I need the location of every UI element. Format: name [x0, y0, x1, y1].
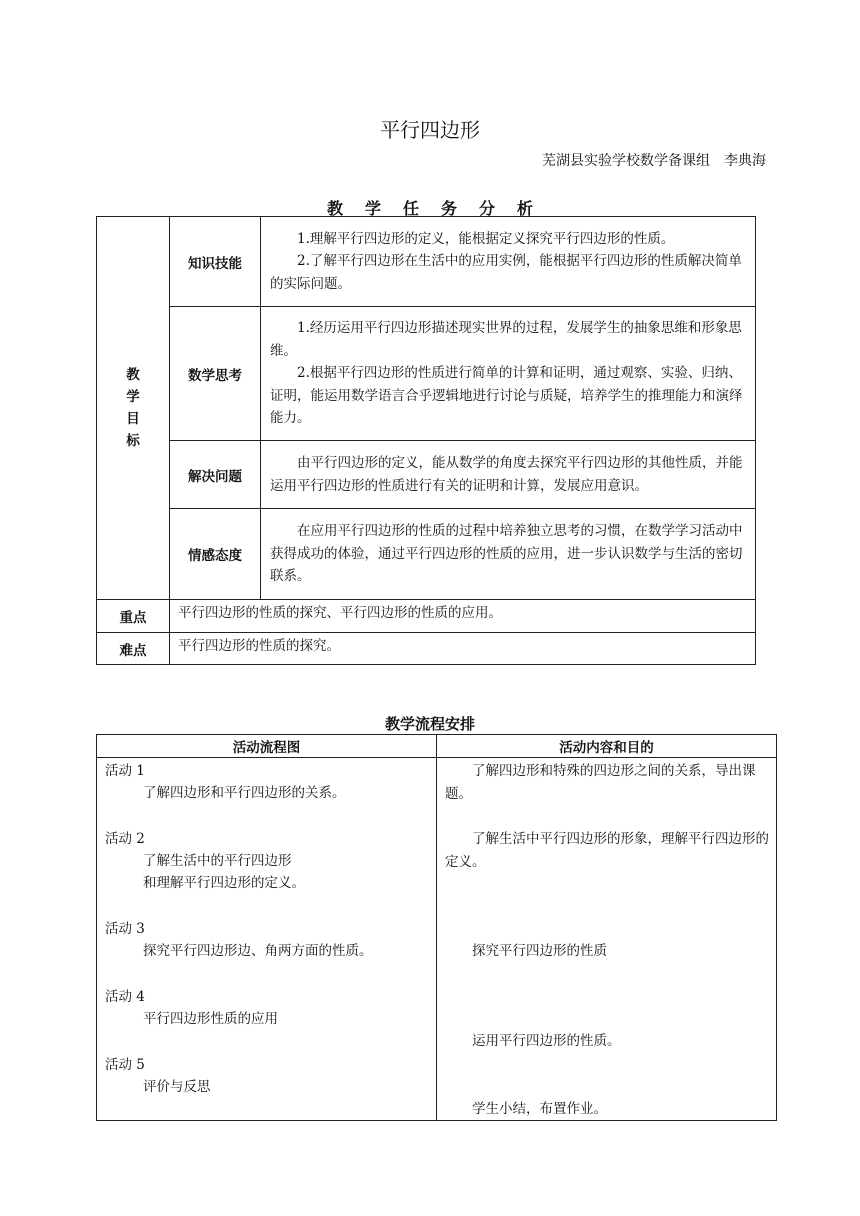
goal-text-math-thinking: 1.经历运用平行四边形描述现实世界的过程，发展学生的抽象思维和形象思维。 2.根据平行四边形的性质进行简单的计算和证明，通过观察、实验、归纳、证明，能运用数学语言合乎逻辑地进行讨论与质疑，培养学生的推理能力和演绎能力。: [261, 307, 756, 441]
goal-label-problem-solving: 解决问题: [170, 441, 261, 509]
col-header-activity-flow: 活动流程图: [97, 735, 437, 758]
goal-text-problem-solving: 由平行四边形的定义，能从数学的角度去探究平行四边形的其他性质，并能运用平行四边形的性质进行有关的证明和计算，发展应用意识。: [261, 441, 756, 509]
key-point-label: 重点: [97, 600, 170, 633]
activity-purpose: 了解生活中平行四边形的形象，理解平行四边形的定义。: [445, 831, 769, 870]
activity-purpose-cell: [437, 758, 777, 1121]
page-title: 平行四边形: [380, 118, 480, 142]
activity-item: 活动 2 了解生活中的平行四边形 和理解平行四边形的定义。: [105, 831, 305, 891]
col-header-activity-purpose: 活动内容和目的: [437, 735, 777, 758]
difficulty-label: 难点: [97, 633, 170, 665]
difficulty-text: 平行四边形的性质的探究。: [170, 633, 756, 665]
activity-item: 活动 1 了解四边形和平行四边形的关系。: [105, 763, 346, 801]
goal-label-knowledge-skills: 知识技能: [170, 217, 261, 307]
goal-label-attitude: 情感态度: [170, 509, 261, 600]
section-heading-teaching-flow: 教学流程安排: [384, 715, 475, 733]
section-heading-task-analysis: 教学任务分析: [326, 199, 555, 218]
goal-label-math-thinking: 数学思考: [170, 307, 261, 441]
teaching-flow-table: [96, 734, 777, 1121]
activity-flow-cell: [97, 758, 437, 1121]
activity-purpose: 探究平行四边形的性质: [472, 943, 607, 959]
activity-purpose: 学生小结，布置作业。: [472, 1101, 607, 1117]
author-line: 芜湖县实验学校数学备课组 李典海: [542, 153, 766, 169]
activity-item: 活动 5 评价与反思: [105, 1057, 211, 1095]
goal-text-knowledge-skills: 1.理解平行四边形的定义，能根据定义探究平行四边形的性质。 2.了解平行四边形在生活中的应用实例，能根据平行四边形的性质解决简单的实际问题。: [261, 217, 756, 307]
task-analysis-table: [96, 216, 756, 665]
key-point-text: 平行四边形的性质的探究、平行四边形的性质的应用。: [170, 600, 756, 633]
teaching-goals-label: 教 学 目 标: [97, 217, 170, 600]
activity-item: 活动 3 探究平行四边形边、角两方面的性质。: [105, 921, 373, 959]
activity-item: 活动 4 平行四边形性质的应用: [105, 989, 278, 1027]
activity-purpose: 运用平行四边形的性质。: [472, 1033, 621, 1049]
activity-purpose: 了解四边形和特殊的四边形之间的关系，导出课题。: [445, 763, 756, 802]
goal-text-attitude: 在应用平行四边形的性质的过程中培养独立思考的习惯，在数学学习活动中获得成功的体验，通过平行四边形的性质的应用，进一步认识数学与生活的密切联系。: [261, 509, 756, 600]
